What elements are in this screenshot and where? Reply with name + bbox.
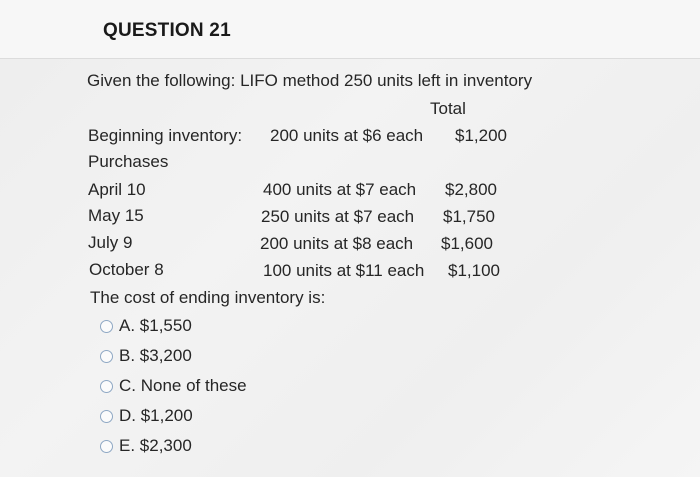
question-header bbox=[0, 0, 700, 59]
purchase-date: April 10 bbox=[88, 180, 146, 199]
purchase-total: $1,100 bbox=[448, 261, 500, 280]
purchase-detail: 250 units at $7 each bbox=[261, 207, 415, 226]
radio-icon[interactable] bbox=[100, 320, 113, 333]
beginning-inventory-label: Beginning inventory: bbox=[88, 126, 243, 145]
question-prompt: Given the following: LIFO method 250 units left in inventory bbox=[87, 71, 533, 90]
total-column-header: Total bbox=[430, 99, 466, 118]
question-ask: The cost of ending inventory is: bbox=[90, 288, 326, 307]
beginning-inventory-detail: 200 units at $6 each bbox=[270, 126, 424, 145]
purchase-total: $1,750 bbox=[443, 207, 495, 226]
radio-icon[interactable] bbox=[100, 410, 113, 423]
purchase-total: $2,800 bbox=[445, 180, 497, 199]
purchase-detail: 200 units at $8 each bbox=[260, 234, 414, 253]
purchase-detail: 400 units at $7 each bbox=[263, 180, 417, 199]
purchase-date: July 9 bbox=[88, 233, 133, 252]
radio-icon[interactable] bbox=[100, 350, 113, 363]
answer-option-label: D. $1,200 bbox=[119, 406, 193, 425]
beginning-inventory-total: $1,200 bbox=[455, 126, 507, 145]
answer-option-c[interactable] bbox=[100, 375, 247, 397]
answer-option-label: A. $1,550 bbox=[119, 316, 192, 335]
question-body bbox=[0, 59, 700, 477]
purchase-total: $1,600 bbox=[441, 234, 493, 253]
purchase-detail: 100 units at $11 each bbox=[263, 261, 425, 280]
answer-option-a[interactable] bbox=[100, 315, 192, 337]
question-title: QUESTION 21 bbox=[103, 20, 231, 41]
purchase-date: May 15 bbox=[88, 206, 144, 225]
answer-option-label: E. $2,300 bbox=[119, 436, 192, 455]
answer-option-d[interactable] bbox=[100, 405, 193, 427]
answer-option-e[interactable] bbox=[100, 435, 192, 457]
answer-option-b[interactable] bbox=[100, 345, 192, 367]
answer-option-label: B. $3,200 bbox=[119, 346, 192, 365]
radio-icon[interactable] bbox=[100, 380, 113, 393]
answer-option-label: C. None of these bbox=[119, 376, 247, 395]
purchases-label: Purchases bbox=[88, 152, 169, 171]
purchase-date: October 8 bbox=[89, 260, 164, 279]
radio-icon[interactable] bbox=[100, 440, 113, 453]
